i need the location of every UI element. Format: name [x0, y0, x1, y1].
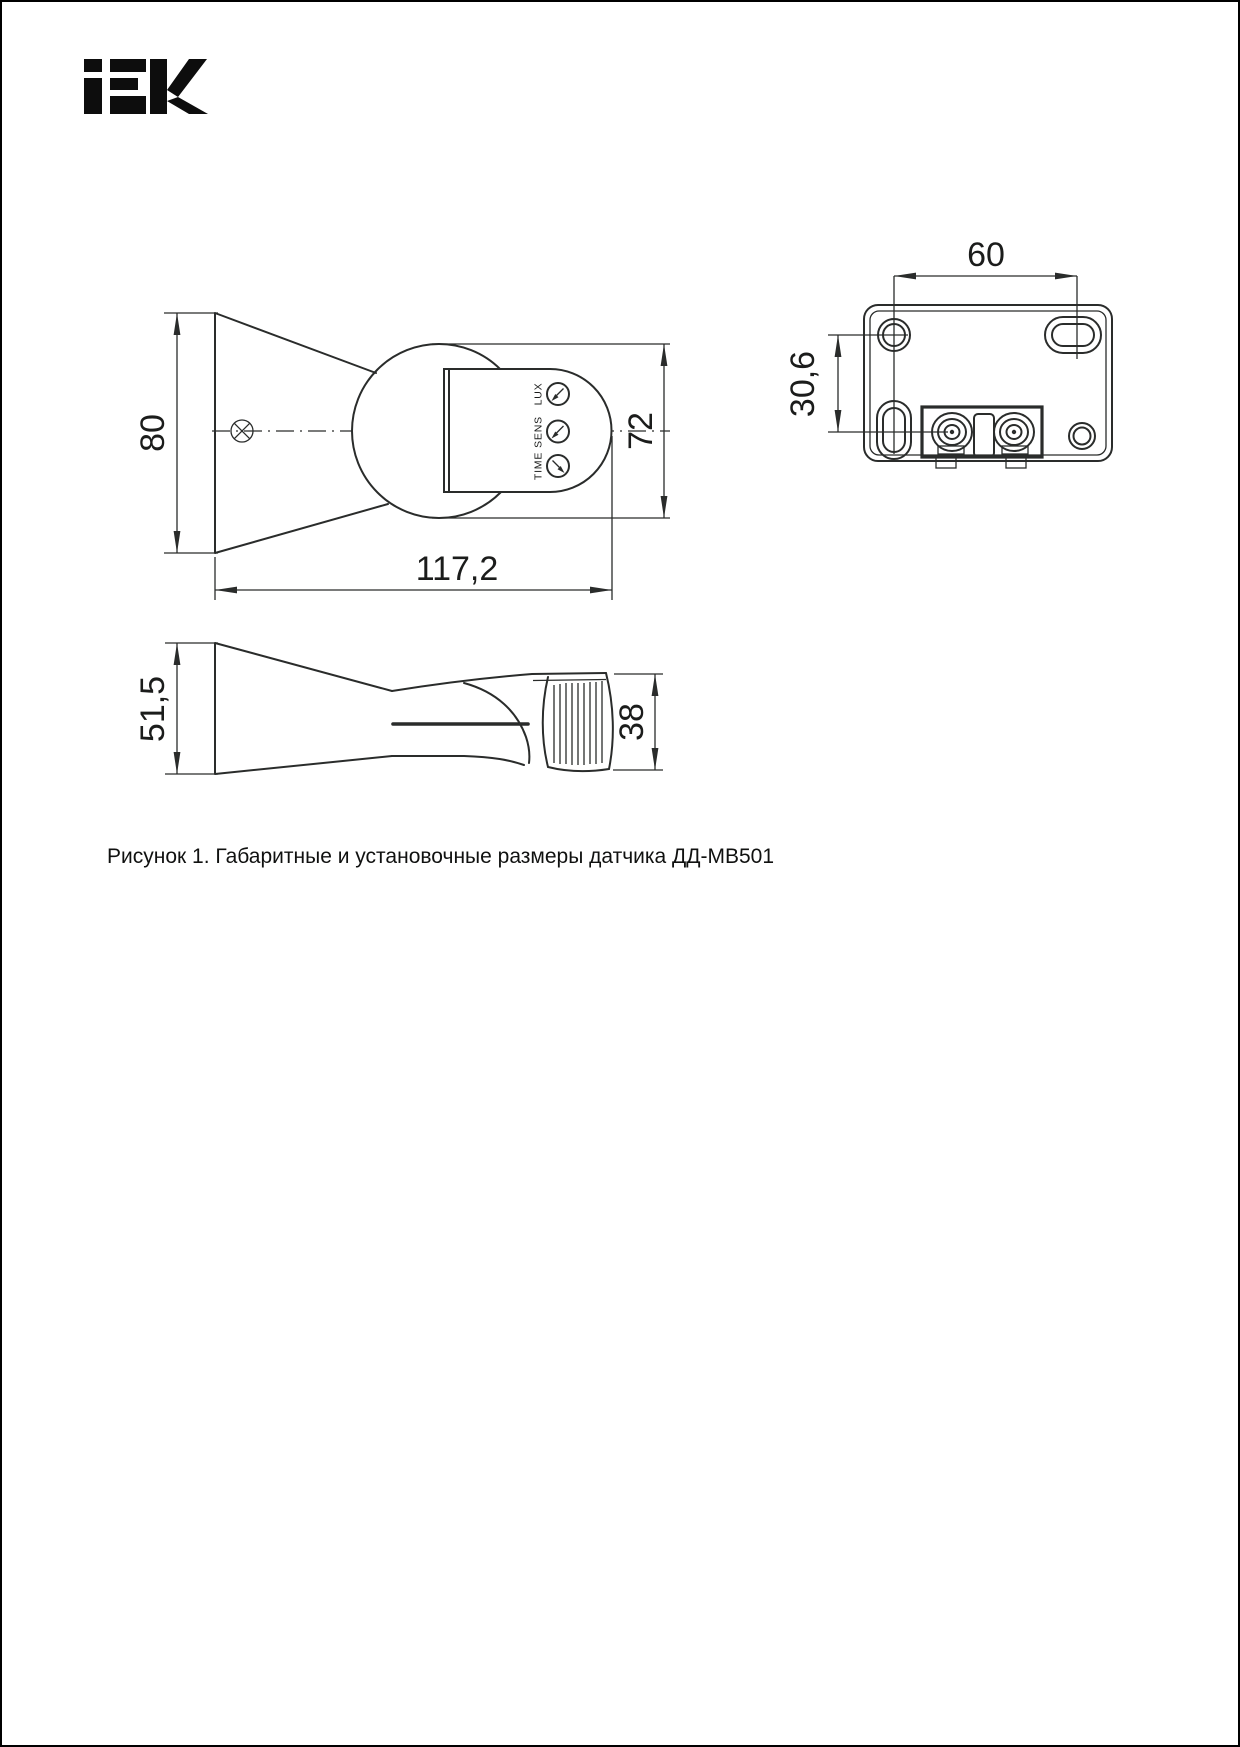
lux-label: LUX — [532, 382, 545, 406]
front-view — [134, 313, 670, 600]
terminal-tab-right — [1006, 457, 1026, 468]
time-knob — [547, 455, 569, 477]
logo-e-bot — [110, 96, 146, 114]
logo-e-mid — [110, 78, 138, 90]
plate-slot-top-right — [1045, 317, 1101, 353]
sens-label: SENS — [532, 416, 545, 448]
terminal-divider — [974, 414, 994, 457]
side-view — [134, 643, 663, 774]
dim-72-value: 72 — [622, 412, 660, 450]
dim-30-6-value: 30,6 — [784, 350, 822, 418]
side-ribbed-knob — [533, 673, 613, 771]
dim-117-2-value: 117,2 — [415, 550, 499, 588]
terminal-block — [922, 407, 1042, 468]
sens-knob — [547, 421, 569, 443]
side-bracket-outline — [215, 643, 392, 774]
dimension-80 — [134, 313, 218, 553]
dimension-51-5 — [134, 643, 218, 774]
dim-80-value: 80 — [134, 414, 172, 452]
side-arm-bottom — [392, 756, 524, 765]
control-panel — [444, 369, 612, 492]
dim-60-value: 60 — [967, 236, 1005, 274]
terminal-tab-left — [936, 457, 956, 468]
plate-hole-bottom-right — [1069, 423, 1095, 449]
logo-e-top — [110, 59, 146, 72]
dim-51-5-value: 51,5 — [134, 675, 172, 743]
technical-drawing — [2, 2, 1240, 822]
dim-38-value: 38 — [613, 703, 651, 741]
logo-i-dot — [84, 59, 102, 72]
lux-knob — [547, 383, 569, 405]
logo-k-upper-arm — [167, 59, 207, 97]
iek-logo — [84, 59, 208, 114]
side-arm-top — [392, 673, 606, 691]
figure-caption: Рисунок 1. Габаритные и установочные размеры датчика ДД-МВ501 — [107, 845, 775, 868]
logo-k-stem — [150, 59, 167, 114]
dimension-38 — [613, 674, 663, 770]
logo-k-lower-arm — [167, 97, 208, 114]
time-label: TIME — [532, 451, 545, 481]
mounting-plate-view — [784, 236, 1112, 468]
logo-i-stem — [84, 78, 102, 114]
plate-outline — [864, 305, 1112, 461]
terminal-screw-right — [994, 413, 1034, 451]
